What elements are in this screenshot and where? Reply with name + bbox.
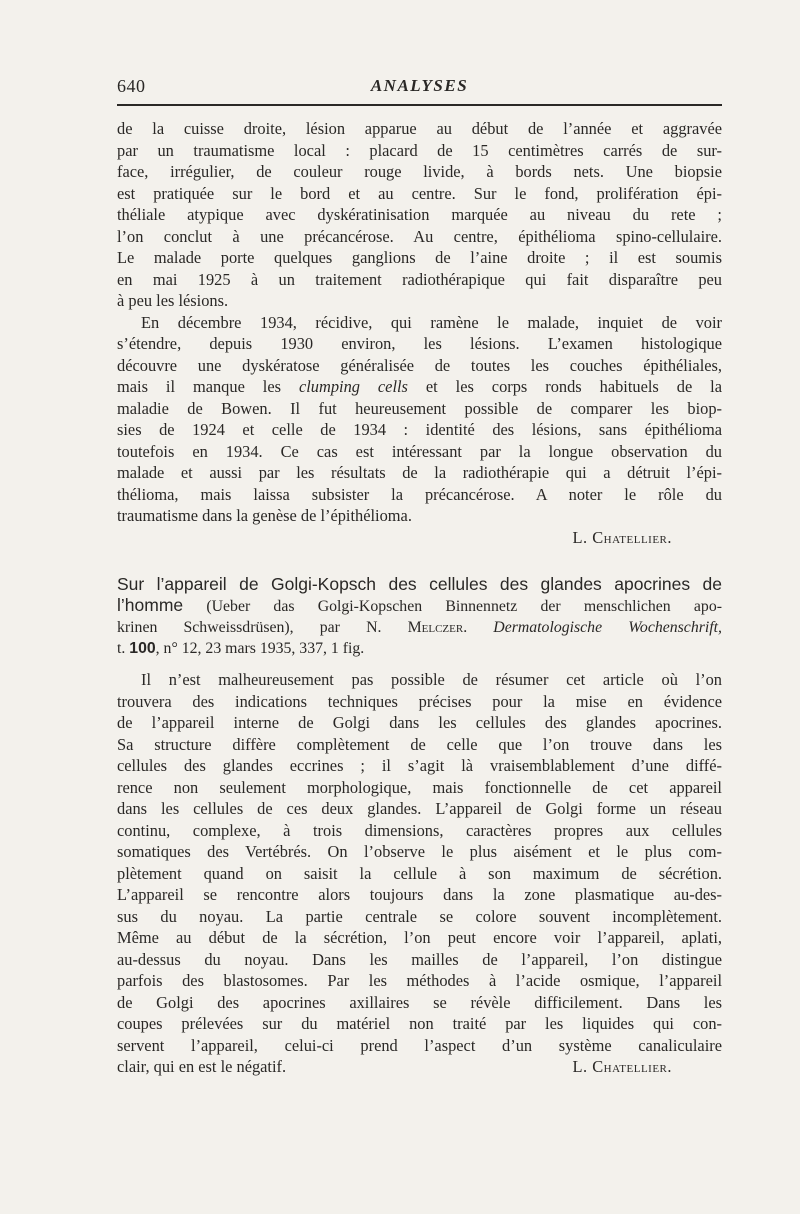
journal-name: Dermatologische Wochenschrift, <box>493 619 722 636</box>
paragraph-recurrence <box>117 312 722 527</box>
text-line: sus du noyau. La partie centrale se colore souvent incomplètement. <box>117 906 722 926</box>
text-line: thélioma, mais laissa subsister la précancérose. A noter le rôle du <box>117 484 722 504</box>
text-line: sies de 1924 et celle de 1934 : identité des lésions, sans épithélioma <box>117 420 722 439</box>
text-span: t. <box>117 640 130 657</box>
text-line <box>117 376 722 398</box>
italic-term: clumping cells <box>298 377 408 396</box>
running-title: ANALYSES <box>370 76 469 95</box>
article-subtitle-line <box>117 638 722 659</box>
text-span: et les corps ronds habituels de la <box>407 377 722 396</box>
text-line: malade et aussi par les résultats de la radiothérapie qui a détruit l’épi- <box>117 463 722 482</box>
article-subtitle-line <box>117 595 722 617</box>
text-line: servent l’appareil, celui-ci prend l’aspect d’un système canaliculaire <box>117 1035 722 1055</box>
text-span: mais il manque les <box>117 377 299 396</box>
text-line: de l’appareil interne de Golgi dans les cellules des glandes apocrines. <box>117 713 722 732</box>
text-line: par un traumatisme local : placard de 15 centimètres carrés de sur- <box>117 140 722 160</box>
text-line: de la cuisse droite, lésion apparue au début de l’année et aggravée <box>117 119 722 138</box>
text-line: toutefois en 1934. Ce cas est intéressant par la longue observation du <box>117 441 722 461</box>
text-span: clair, qui en est le négatif. <box>117 1057 287 1076</box>
text-line: s’étendre, depuis 1930 environ, les lésions. L’examen histologique <box>117 334 722 353</box>
text-line: rence non seulement morphologique, mais fonctionnelle de cet appareil <box>117 777 722 797</box>
text-line: somatiques des Vertébrés. On l’observe le plus aisément et le plus com- <box>117 842 722 861</box>
text-line: plètement quand on saisit la cellule à son maximum de sécrétion. <box>117 863 722 883</box>
text-line: continu, complexe, à trois dimensions, caractères propres aux cellules <box>117 820 722 840</box>
text-line: coupes prélevées sur du matériel non traité par les liquides qui con- <box>117 1014 722 1033</box>
text-span: . <box>463 619 494 636</box>
article-title-line: Sur l’appareil de Golgi-Kopsch des cellules des glandes apocrines de <box>117 574 722 594</box>
text-line: L’appareil se rencontre alors toujours dans la zone plasmatique au-des- <box>117 885 722 904</box>
final-line <box>117 1056 722 1078</box>
text-line: Le malade porte quelques ganglions de l’aine droite ; il est soumis <box>117 248 722 267</box>
signature-name: L. Chatellier. <box>572 527 672 547</box>
text-line: En décembre 1934, récidive, qui ramène le malade, inquiet de voir <box>141 312 722 332</box>
page-body <box>117 118 722 1078</box>
section-gap <box>117 548 722 574</box>
text-line: Sa structure diffère complètement de celle que l’on trouve dans les <box>117 734 722 754</box>
text-line: parfois des blastosomes. Par les méthodes à l’acide osmique, l’appareil <box>117 971 722 990</box>
text-line: Même au début de la sécrétion, l’on peut encore voir l’appareil, aplati, <box>117 928 722 947</box>
paragraph-continuation <box>117 118 722 312</box>
text-line: trouvera des indications techniques précises pour la mise en évidence <box>117 691 722 711</box>
text-line: de Golgi des apocrines axillaires se révèle difficilement. Dans les <box>117 992 722 1012</box>
text-line: Il n’est malheureusement pas possible de résumer cet article où l’on <box>141 670 722 689</box>
article-heading <box>117 574 722 659</box>
article-subtitle-line <box>117 617 722 638</box>
author-name: Melczer <box>407 619 464 636</box>
text-line: au-dessus du noyau. Dans les mailles de l’appareil, l’on distingue <box>117 949 722 969</box>
text-span: , n° 12, 23 mars 1935, 337, 1 fig. <box>155 640 365 657</box>
article-title-end: l’homme <box>117 595 184 615</box>
header-rule <box>117 104 722 106</box>
signature <box>117 527 722 549</box>
heading-gap <box>117 659 722 669</box>
article-body <box>117 669 722 1056</box>
paragraph-lines <box>117 398 722 527</box>
text-line: à peu les lésions. <box>117 291 229 310</box>
signature-name: L. Chatellier. <box>572 1057 672 1076</box>
page-number: 640 <box>117 76 146 96</box>
text-line: traumatisme dans la genèse de l’épithélioma. <box>117 506 412 525</box>
text-line: découvre une dyskératose généralisée de toutes les couches épithéliales, <box>117 355 722 375</box>
text-line: théliale atypique avec dyskératinisation marquée au niveau du rete ; <box>117 205 722 224</box>
volume-number: 100 <box>129 640 156 657</box>
text-span: (Ueber das Golgi-Kopschen Binnennetz der menschlichen apo- <box>206 598 722 615</box>
text-line: face, irrégulier, de couleur rouge livide, à bords nets. Une biopsie <box>117 162 722 181</box>
text-line: l’on conclut à une précancérose. Au centre, épithélioma spino-cellulaire. <box>117 226 722 246</box>
text-line: en mai 1925 à un traitement radiothérapique qui fait disparaître peu <box>117 269 722 289</box>
text-line: dans les cellules de ces deux glandes. L’appareil de Golgi forme un réseau <box>117 799 722 818</box>
text-line: est pratiquée sur le bord et au centre. Sur le fond, prolifération épi- <box>117 183 722 203</box>
running-header <box>117 76 722 100</box>
text-line: maladie de Bowen. Il fut heureusement possible de comparer les biop- <box>117 398 722 418</box>
text-line: cellules des glandes eccrines ; il s’agit là vraisemblablement d’une diffé- <box>117 756 722 775</box>
text-span: krinen Schweissdrüsen), par N. <box>117 619 408 636</box>
